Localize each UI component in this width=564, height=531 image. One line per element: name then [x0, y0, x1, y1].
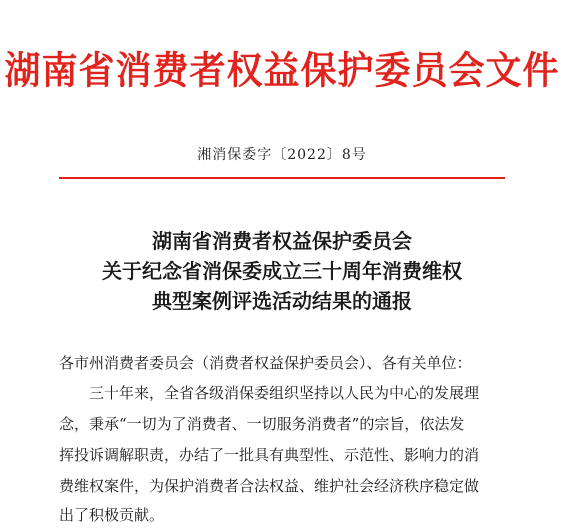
salutation: 各市州消费者委员会（消费者权益保护委员会）、各有关单位：	[59, 354, 472, 372]
body-line: 费维权案件，为保护消费者合法权益、维护社会经济秩序稳定做	[59, 477, 480, 495]
document-title-line-1: 湖南省消费者权益保护委员会	[152, 229, 412, 253]
body-line: 念，秉承“一切为了消费者、一切服务消费者”的宗旨，依法发	[59, 415, 465, 433]
body-line: 挥投诉调解职责，办结了一批具有典型性、示范性、影响力的消	[59, 446, 480, 464]
document-number: 湘消保委字〔2022〕8号	[197, 147, 367, 163]
document-title-line-2: 关于纪念省消保委成立三十周年消费维权	[102, 259, 462, 283]
body-line: 三十年来，全省各级消保委组织坚持以人民为中心的发展理	[89, 384, 480, 402]
document-title-line-3: 典型案例评选活动结果的通报	[152, 289, 412, 313]
header-divider	[59, 177, 505, 179]
body-line: 出了积极贡献。	[59, 506, 165, 524]
document-header-title: 湖南省消费者权益保护委员会文件	[4, 49, 560, 93]
